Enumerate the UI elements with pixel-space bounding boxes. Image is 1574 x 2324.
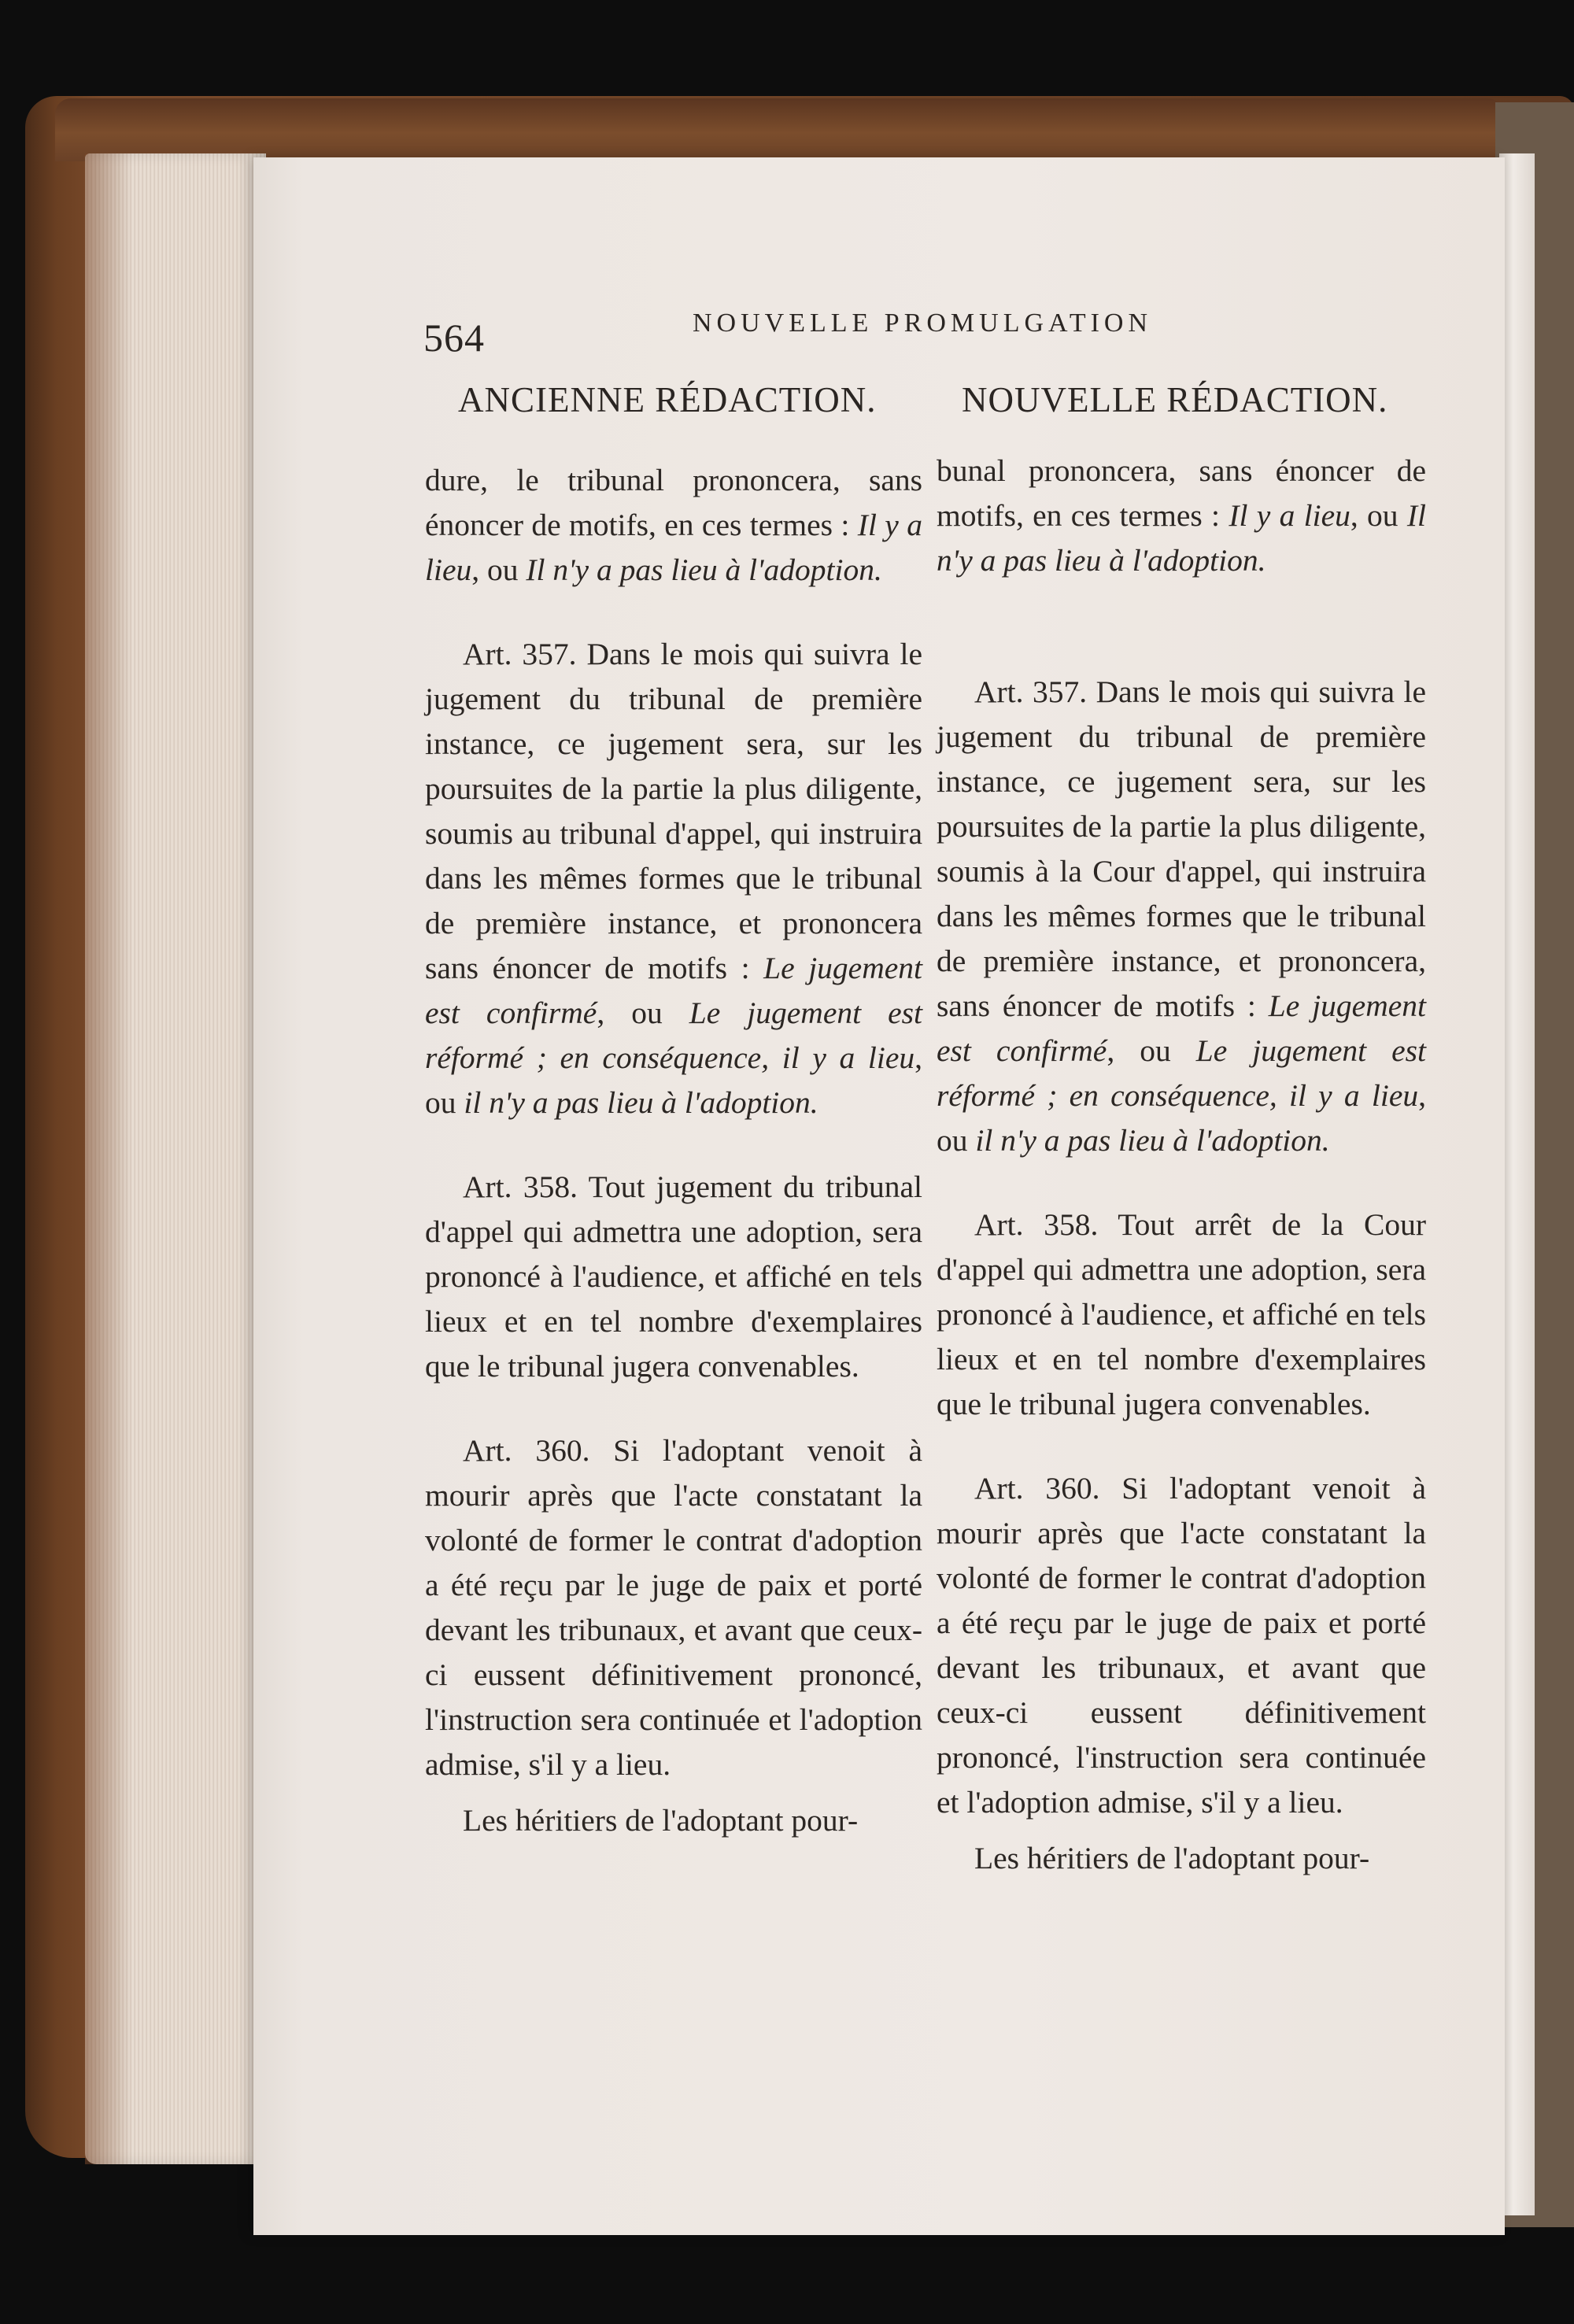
italic-run: Le jugement est réformé ; en conséquence, il y a lieu: [937, 1033, 1426, 1113]
right-article-358: Art. 358. Tout arrêt de la Cour d'appel qui admettra une adoption, sera prononcé à l'audience, et affiché en tels lieux et en tel nombre d'exemplaires que le tribunal jugera convenables.: [937, 1207, 1426, 1421]
text-run: dure, le tribunal prononcera, sans énoncer de motifs, en ces termes :: [425, 463, 922, 542]
italic-run: Il y a lieu: [425, 508, 922, 587]
italic-run: Le jugement est confirmé: [425, 951, 922, 1030]
left-article-358: Art. 358. Tout jugement du tribunal d'appel qui admettra une adoption, sera prononcé à l'audience, et affiché en tels lieux et en tel nombre d'exemplaires que le tribunal jugera convenables.: [425, 1169, 922, 1384]
right-last-line: Les héritiers de l'adoptant pour-: [974, 1841, 1370, 1875]
book-cover-top-edge: [55, 98, 1503, 161]
text-run: Art. 357. Dans le mois qui suivra le jugement du tribunal de première instance, ce jugement sera, sur les poursuites de la partie la plus diligente, soumis à la Cour d'appel, qui instruira dans les mêmes formes que le tribunal de première instance, et prononcera, sans énoncer de motifs :: [937, 674, 1426, 1023]
italic-run: Le jugement est réformé ; en conséquence, il y a lieu: [425, 996, 922, 1075]
italic-run: il n'y a pas lieu à l'adoption.: [464, 1085, 818, 1120]
italic-run: Il y a lieu: [1229, 498, 1350, 533]
running-head: NOUVELLE PROMULGATION: [693, 309, 1153, 338]
italic-run: il n'y a pas lieu à l'adoption.: [975, 1123, 1330, 1158]
italic-run: Il n'y a pas lieu à l'adoption.: [526, 552, 882, 587]
text-run: , ou: [1107, 1033, 1196, 1068]
text-run: bunal prononcera, sans énoncer de motifs, en ces termes :: [937, 453, 1426, 533]
right-article-360: Art. 360. Si l'adoptant venoit à mourir après que l'acte constatant la volonté de former le contrat d'adoption a été reçu par le juge de paix et porté devant les tribunaux, et avant que ceux-ci eussent définitivement prononcé, l'instruction sera continuée et l'adoption admise, s'il y a lieu.: [937, 1471, 1426, 1820]
italic-run: Il n'y a pas lieu à l'adoption.: [937, 498, 1426, 578]
right-paragraph-continuation: [937, 449, 1426, 583]
text-run: , ou: [937, 1078, 1426, 1158]
right-article-357: [937, 670, 1426, 1163]
text-run: , ou: [597, 996, 689, 1030]
left-last-line: Les héritiers de l'adoptant pour-: [463, 1803, 859, 1838]
left-column: [425, 458, 922, 1843]
page-edges-shadow: [85, 153, 132, 2164]
text-run: , ou: [471, 552, 527, 587]
left-column-heading: ANCIENNE RÉDACTION.: [458, 380, 877, 419]
text-run: Art. 357. Dans le mois qui suivra le jugement du tribunal de première instance, ce jugement sera, sur les poursuites de la partie la plus diligente, soumis au tribunal d'appel, qui instruira dans les mêmes formes que le tribunal de première instance, et prononcera sans énoncer de motifs :: [425, 637, 922, 985]
right-column-heading: NOUVELLE RÉDACTION.: [962, 380, 1388, 419]
page-number: 564: [423, 316, 485, 360]
text-run: , ou: [1350, 498, 1407, 533]
right-column: [937, 449, 1426, 1881]
italic-run: Le jugement est confirmé: [937, 988, 1426, 1068]
left-paragraph-continuation: [425, 458, 922, 593]
left-article-360: Art. 360. Si l'adoptant venoit à mourir après que l'acte constatant la volonté de former le contrat d'adoption a été reçu par le juge de paix et porté devant les tribunaux, et avant que ceux-ci eussent définitivement prononcé, l'instruction sera continuée et l'adoption admise, s'il y a lieu.: [425, 1433, 922, 1782]
left-article-357: [425, 632, 922, 1125]
text-run: , ou: [425, 1040, 922, 1120]
